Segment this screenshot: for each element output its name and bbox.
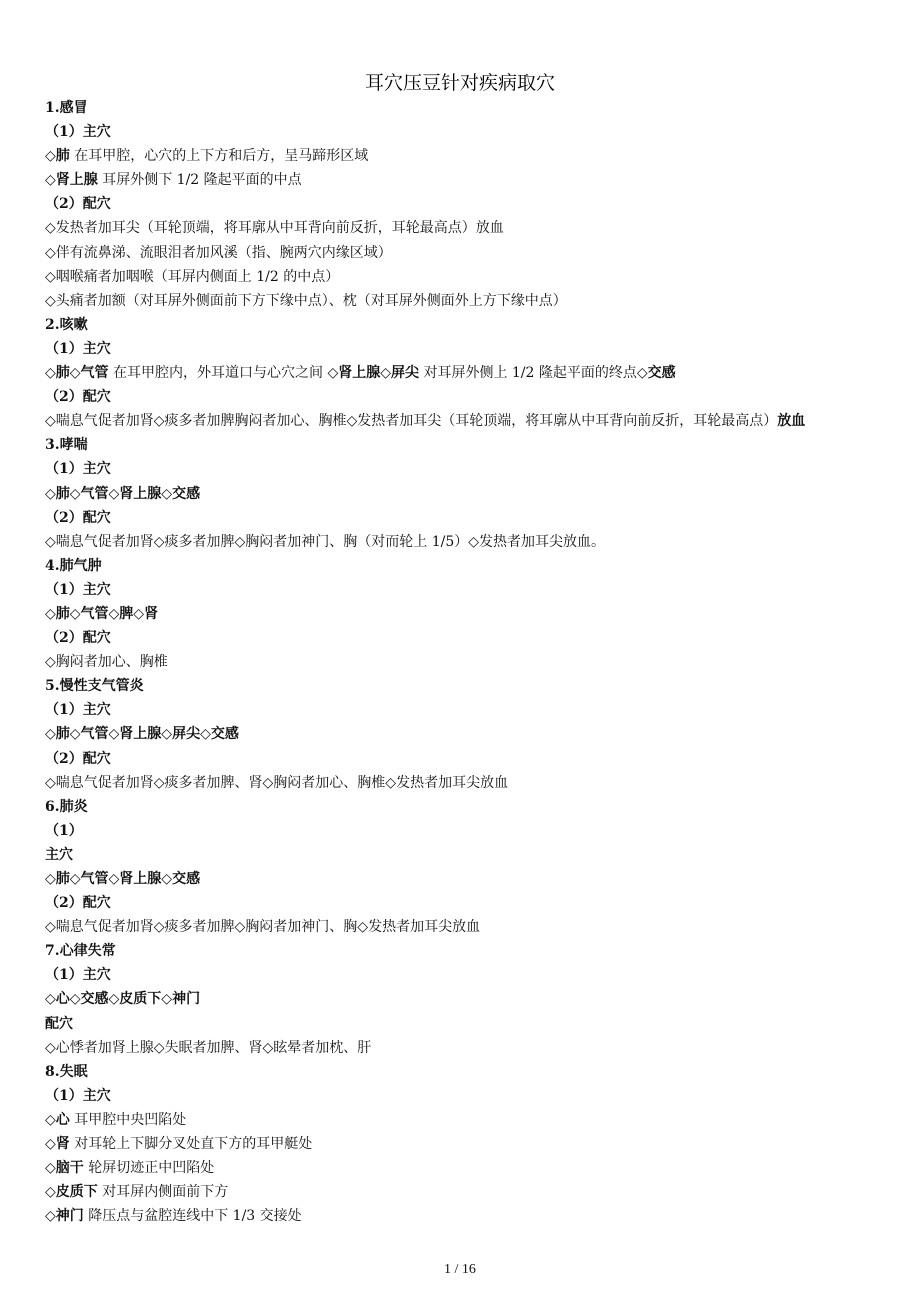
text-line	[45, 120, 885, 144]
bold-text: （1）主穴	[45, 581, 111, 598]
bold-text: 3.哮喘	[45, 437, 88, 454]
page-number: 1 / 16	[444, 1262, 476, 1277]
text-line	[45, 626, 885, 650]
bold-text: 4.肺气肿	[45, 557, 102, 574]
text-line	[45, 1132, 885, 1156]
bold-text: （2）配穴	[45, 196, 111, 213]
text-line	[45, 915, 885, 939]
text-line	[45, 843, 885, 867]
text-line	[45, 337, 885, 361]
text-line	[45, 795, 885, 819]
text-line	[45, 939, 885, 963]
text-line	[45, 433, 885, 457]
bold-text: ◇肾上腺◇屏尖	[327, 365, 419, 382]
bold-text: （1）主穴	[45, 124, 111, 141]
body-text: 对耳屏外侧上 1/2 隆起平面的终点	[419, 365, 637, 382]
text-line	[45, 819, 885, 843]
bold-text: ◇肺◇气管◇脾◇肾	[45, 605, 159, 622]
bold-text: ◇肺◇气管◇肾上腺◇屏尖◇交感	[45, 726, 239, 743]
text-line	[45, 1084, 885, 1108]
body-text: ◇胸闷者加心、胸椎	[45, 654, 168, 671]
bold-text: 配穴	[45, 1015, 73, 1032]
body-text: 在耳甲腔内，外耳道口与心穴之间	[108, 365, 328, 382]
text-line	[45, 867, 885, 891]
body-text: ◇咽喉痛者加咽喉（耳屏内侧面上 1/2 的中点）	[45, 268, 340, 285]
body-text: ◇发热者加耳尖（耳轮顶端，将耳廓从中耳背向前反折，耳轮最高点）放血	[45, 220, 504, 237]
text-line	[45, 554, 885, 578]
body-text: 对耳轮上下脚分叉处直下方的耳甲艇处	[69, 1136, 313, 1153]
bold-text: ◇心◇交感◇皮质下◇神门	[45, 991, 201, 1008]
text-line	[45, 241, 885, 265]
body-text: ◇喘息气促者加肾◇痰多者加脾◇胸闷者加神门、胸（对而轮上 1/5）◇发热者加耳尖放血。	[45, 533, 606, 550]
bold-text: （1）	[45, 822, 83, 839]
bold-text: （2）配穴	[45, 750, 111, 767]
text-line	[45, 1180, 885, 1204]
bold-text: （1）主穴	[45, 702, 111, 719]
body-text: 耳甲腔中央凹陷处	[69, 1111, 187, 1128]
bold-text: ◇肾	[45, 1136, 70, 1153]
text-line	[45, 506, 885, 530]
body-text: 轮屏切迹正中凹陷处	[83, 1160, 215, 1177]
bold-text: ◇肺◇气管◇肾上腺◇交感	[45, 871, 201, 887]
text-line	[45, 361, 885, 385]
text-line	[45, 722, 885, 746]
text-line	[45, 409, 885, 433]
text-line	[45, 1060, 885, 1084]
bold-text: ◇肾上腺	[45, 172, 98, 189]
bold-text: （1）主穴	[45, 461, 111, 478]
bold-text: 7.心律失常	[45, 943, 116, 960]
text-line	[45, 1204, 885, 1228]
body-text: ◇头痛者加额（对耳屏外侧面前下方下缘中点）、枕（对耳屏外侧面外上方下缘中点）	[45, 292, 567, 309]
text-line	[45, 265, 885, 289]
text-line	[45, 771, 885, 795]
text-line	[45, 289, 885, 313]
body-text: ◇喘息气促者加肾◇痰多者加脾、肾◇胸闷者加心、胸椎◇发热者加耳尖放血	[45, 774, 509, 791]
body-text: ◇伴有流鼻涕、流眼泪者加风溪（指、腕两穴内缘区域）	[45, 244, 392, 261]
bold-text: ◇交感	[636, 365, 676, 382]
text-line	[45, 698, 885, 722]
bold-text: （2）配穴	[45, 509, 111, 526]
text-line	[45, 216, 885, 240]
text-line	[45, 385, 885, 409]
bold-text: ◇肺◇气管	[45, 365, 109, 382]
body-text: 对耳屏内侧面前下方	[97, 1184, 229, 1201]
text-line	[45, 168, 885, 192]
text-line	[45, 891, 885, 915]
text-line	[45, 482, 885, 506]
bold-text: （1）主穴	[45, 340, 111, 357]
bold-text: 2.咳嗽	[45, 316, 88, 333]
text-line	[45, 1036, 885, 1060]
text-line	[45, 1108, 885, 1132]
body-text: 在耳甲腔，心穴的上下方和后方，呈马蹄形区域	[69, 148, 369, 165]
text-line	[45, 1012, 885, 1036]
text-line	[45, 96, 885, 120]
bold-text: ◇脑干	[45, 1160, 84, 1177]
text-line	[45, 602, 885, 626]
bold-text: 1.感冒	[45, 100, 88, 116]
body-text: ◇喘息气促者加肾◇痰多者加脾◇胸闷者加神门、胸◇发热者加耳尖放血	[45, 919, 481, 936]
text-line	[45, 144, 885, 168]
bold-text: （1）主穴	[45, 967, 111, 984]
body-text: ◇心悸者加肾上腺◇失眠者加脾、肾◇眩晕者加枕、肝	[45, 1039, 372, 1056]
text-line	[45, 1156, 885, 1180]
body-text: 降压点与盆腔连线中下 1/3 交接处	[83, 1208, 302, 1225]
bold-text: （2）配穴	[45, 630, 111, 647]
text-line	[45, 963, 885, 987]
bold-text: ◇神门	[45, 1208, 84, 1225]
document-body	[45, 96, 885, 1228]
bold-text: ◇皮质下	[45, 1184, 98, 1201]
bold-text: 5.慢性支气管炎	[45, 678, 144, 695]
text-line	[45, 313, 885, 337]
bold-text: 放血	[777, 413, 806, 430]
text-line	[45, 530, 885, 554]
document-title: 耳穴压豆针对疾病取穴	[364, 72, 555, 94]
bold-text: 8.失眠	[45, 1063, 88, 1080]
bold-text: ◇心	[45, 1111, 70, 1128]
bold-text: （2）配穴	[45, 389, 111, 406]
bold-text: 主穴	[45, 846, 73, 863]
text-line	[45, 578, 885, 602]
text-line	[45, 674, 885, 698]
bold-text: （2）配穴	[45, 895, 111, 912]
bold-text: ◇肺	[45, 148, 70, 165]
text-line	[45, 650, 885, 674]
body-text: 耳屏外侧下 1/2 隆起平面的中点	[97, 172, 302, 189]
bold-text: （1）主穴	[45, 1087, 111, 1104]
bold-text: 6.肺炎	[45, 798, 88, 815]
body-text: ◇喘息气促者加肾◇痰多者加脾胸闷者加心、胸椎◇发热者加耳尖（耳轮顶端，将耳廓从中耳背向前反折，耳轮最高点）	[45, 413, 778, 430]
text-line	[45, 747, 885, 771]
text-line	[45, 987, 885, 1011]
bold-text: ◇肺◇气管◇肾上腺◇交感	[45, 485, 201, 502]
text-line	[45, 192, 885, 216]
text-line	[45, 457, 885, 481]
